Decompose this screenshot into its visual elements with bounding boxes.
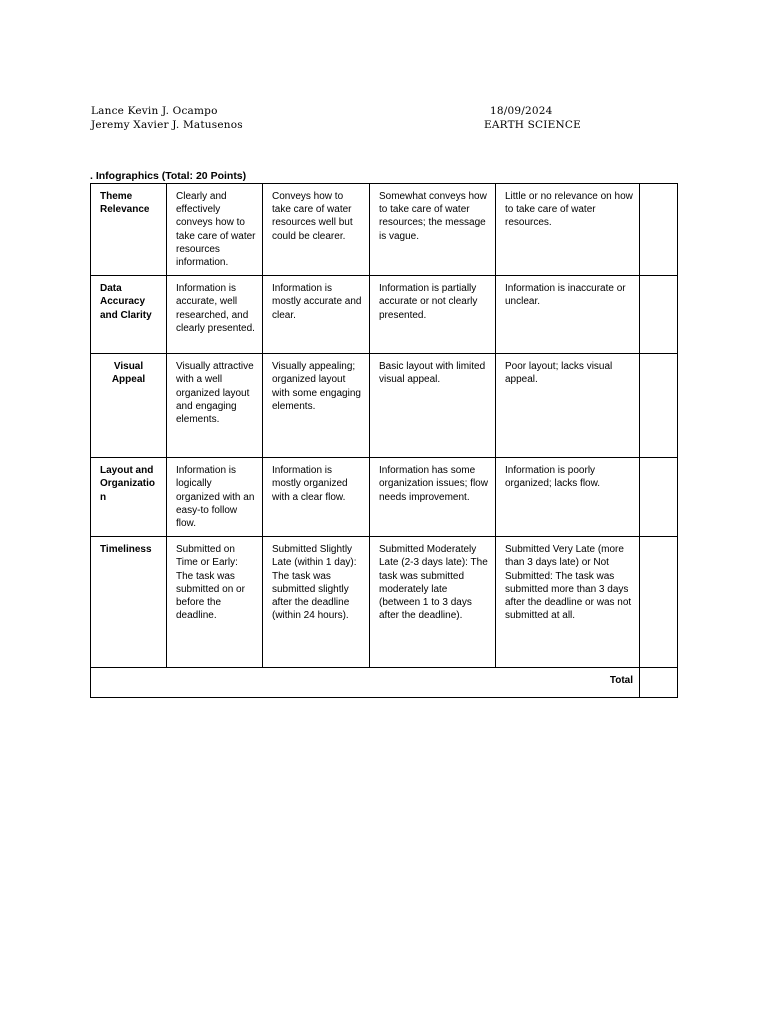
subject-name: EARTH SCIENCE	[484, 119, 581, 131]
rubric-row-visual-appeal	[91, 354, 678, 458]
student-name-1: Lance Kevin J. Ocampo	[91, 105, 218, 117]
score-cell[interactable]	[640, 354, 678, 458]
criterion-cell	[91, 354, 167, 458]
date-subject-block	[484, 104, 581, 132]
level-cell: Submitted on Time or Early: The task was submitted on or before the deadline.	[167, 537, 263, 668]
criterion-cell	[91, 537, 167, 668]
criterion-label: Theme Relevance	[100, 191, 150, 216]
level-cell: Submitted Very Late (more than 3 days late) or Not Submitted: The task was submitted more than 3 days after the deadline or was not submitted at all.	[496, 537, 640, 668]
score-cell[interactable]	[640, 537, 678, 668]
level-cell: Clearly and effectively conveys how to take care of water resources information.	[167, 184, 263, 276]
criterion-label: Data Accuracy and Clarity	[100, 283, 152, 321]
level-cell: Conveys how to take care of water resources well but could be clearer.	[263, 184, 370, 276]
criterion-cell	[91, 458, 167, 537]
level-cell: Poor layout; lacks visual appeal.	[496, 354, 640, 458]
student-name-2: Jeremy Xavier J. Matusenos	[91, 119, 243, 131]
level-cell: Submitted Slightly Late (within 1 day): The task was submitted slightly after the deadline (within 24 hours).	[263, 537, 370, 668]
criterion-label: Timeliness	[100, 544, 152, 556]
score-cell[interactable]	[640, 184, 678, 276]
level-cell: Visually appealing; organized layout with some engaging elements.	[263, 354, 370, 458]
criterion-cell	[91, 184, 167, 276]
score-cell[interactable]	[640, 458, 678, 537]
level-cell: Little or no relevance on how to take care of water resources.	[496, 184, 640, 276]
level-cell: Information is accurate, well researched, and clearly presented.	[167, 276, 263, 354]
total-score-cell[interactable]	[640, 668, 678, 698]
criterion-label: Visual Appeal	[111, 361, 146, 386]
rubric-total-row	[91, 668, 678, 698]
level-cell: Visually attractive with a well organized layout and engaging elements.	[167, 354, 263, 458]
level-cell: Information has some organization issues; flow needs improvement.	[370, 458, 496, 537]
criterion-cell	[91, 276, 167, 354]
level-cell: Information is logically organized with an easy-to follow flow.	[167, 458, 263, 537]
total-label: Total	[91, 668, 640, 698]
submission-date: 18/09/2024	[490, 105, 553, 117]
rubric-row-timeliness	[91, 537, 678, 668]
level-cell: Information is partially accurate or not clearly presented.	[370, 276, 496, 354]
rubric-row-theme-relevance	[91, 184, 678, 276]
level-cell: Submitted Moderately Late (2-3 days late): The task was submitted moderately late (between 1 to 3 days after the deadline).	[370, 537, 496, 668]
section-title: . Infographics (Total: 20 Points)	[90, 170, 247, 182]
rubric-table	[90, 183, 678, 698]
rubric-row-layout-organization	[91, 458, 678, 537]
level-cell: Information is mostly accurate and clear.	[263, 276, 370, 354]
level-cell: Somewhat conveys how to take care of water resources; the message is vague.	[370, 184, 496, 276]
rubric-row-data-accuracy	[91, 276, 678, 354]
criterion-label: Layout and Organization	[100, 465, 156, 503]
score-cell[interactable]	[640, 276, 678, 354]
level-cell: Basic layout with limited visual appeal.	[370, 354, 496, 458]
level-cell: Information is mostly organized with a clear flow.	[263, 458, 370, 537]
level-cell: Information is inaccurate or unclear.	[496, 276, 640, 354]
level-cell: Information is poorly organized; lacks flow.	[496, 458, 640, 537]
student-names	[91, 104, 243, 132]
